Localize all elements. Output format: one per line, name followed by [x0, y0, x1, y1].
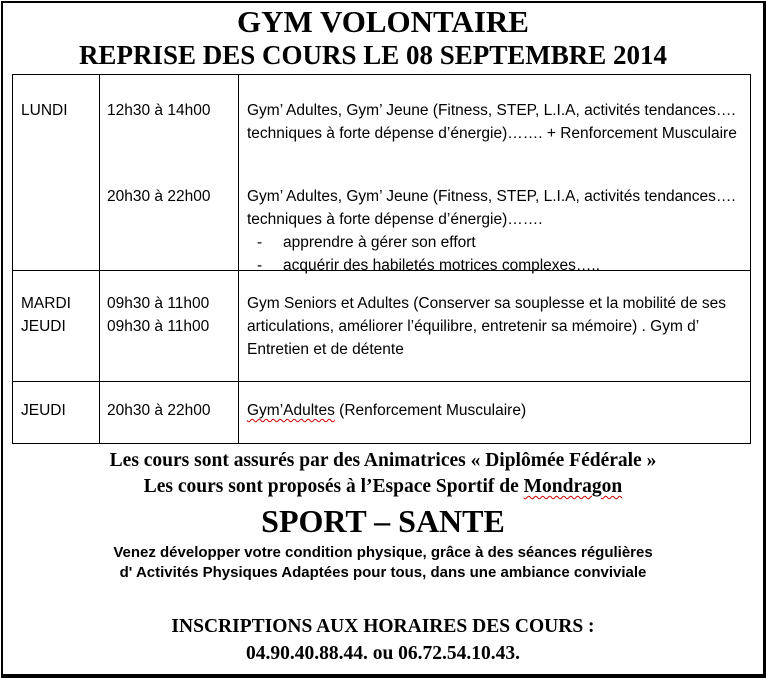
time-jeudi-evening: 20h30 à 22h00	[107, 402, 211, 419]
desc-jeudi-rest: (Renforcement Musculaire)	[334, 402, 527, 419]
bullet-marker: -	[257, 234, 263, 251]
row-divider	[13, 381, 750, 382]
footer-animatrices: Les cours sont assurés par des Animatrices « Diplômée Fédérale »	[109, 450, 657, 471]
desc-jeudi-underlined: Gym’Adultes	[247, 402, 335, 419]
desc-lundi-2	[247, 185, 742, 277]
desc-jeudi-evening	[247, 399, 526, 422]
bullet-marker: -	[257, 257, 263, 274]
bullet-item	[247, 231, 742, 254]
day-mardi: MARDI	[21, 295, 71, 312]
bullet-item	[247, 254, 742, 277]
column-divider	[99, 75, 100, 443]
desc-mardi-jeudi: Gym Seniors et Adultes (Conserver sa souplesse et la mobilité de ses articulations, améliorer l’équilibre, entretenir sa mémoire) . Gym d’ Entretien et de détente	[247, 295, 727, 358]
footer-location-town: Mondragon	[523, 476, 623, 497]
schedule-table	[12, 74, 751, 444]
headline-sport-sante: SPORT – SANTE	[261, 503, 505, 539]
day-lundi: LUNDI	[21, 102, 68, 119]
time-mardi: 09h30 à 11h00	[107, 295, 210, 312]
desc-lundi-1: Gym’ Adultes, Gym’ Jeune (Fitness, STEP, L.I.A, activités tendances…. techniques à forte dépense d’énergie)……. + Renforcement Musculaire	[247, 102, 737, 142]
page-title: GYM VOLONTAIRE	[237, 4, 529, 39]
inscriptions-heading: INSCRIPTIONS AUX HORAIRES DES COURS :	[171, 616, 595, 637]
day-jeudi: JEUDI	[21, 318, 66, 335]
bullet-text: acquérir des habiletés motrices complexes…..	[283, 257, 601, 274]
column-divider	[238, 75, 239, 443]
promo-line-1: Venez développer votre condition physique, grâce à des séances régulières	[113, 544, 653, 561]
promo-line-2: d' Activités Physiques Adaptées pour tous, dans une ambiance conviviale	[119, 564, 647, 581]
phone-numbers: 04.90.40.88.44. ou 06.72.54.10.43.	[245, 643, 521, 664]
day-jeudi-evening: JEUDI	[21, 402, 66, 419]
bullet-text: apprendre à gérer son effort	[283, 234, 476, 251]
desc-lundi-2-text: Gym’ Adultes, Gym’ Jeune (Fitness, STEP, L.I.A, activités tendances…. techniques à forte dépense d’énergie)…….	[247, 188, 736, 228]
time-jeudi: 09h30 à 11h00	[107, 318, 210, 335]
page-subtitle: REPRISE DES COURS LE 08 SEPTEMBRE 2014	[78, 40, 668, 70]
time-lundi-2: 20h30 à 22h00	[107, 188, 211, 205]
footer-location-text: Les cours sont proposés à l’Espace Sportif de	[143, 476, 524, 497]
footer-location	[0, 476, 766, 498]
time-lundi-1: 12h30 à 14h00	[107, 102, 211, 119]
